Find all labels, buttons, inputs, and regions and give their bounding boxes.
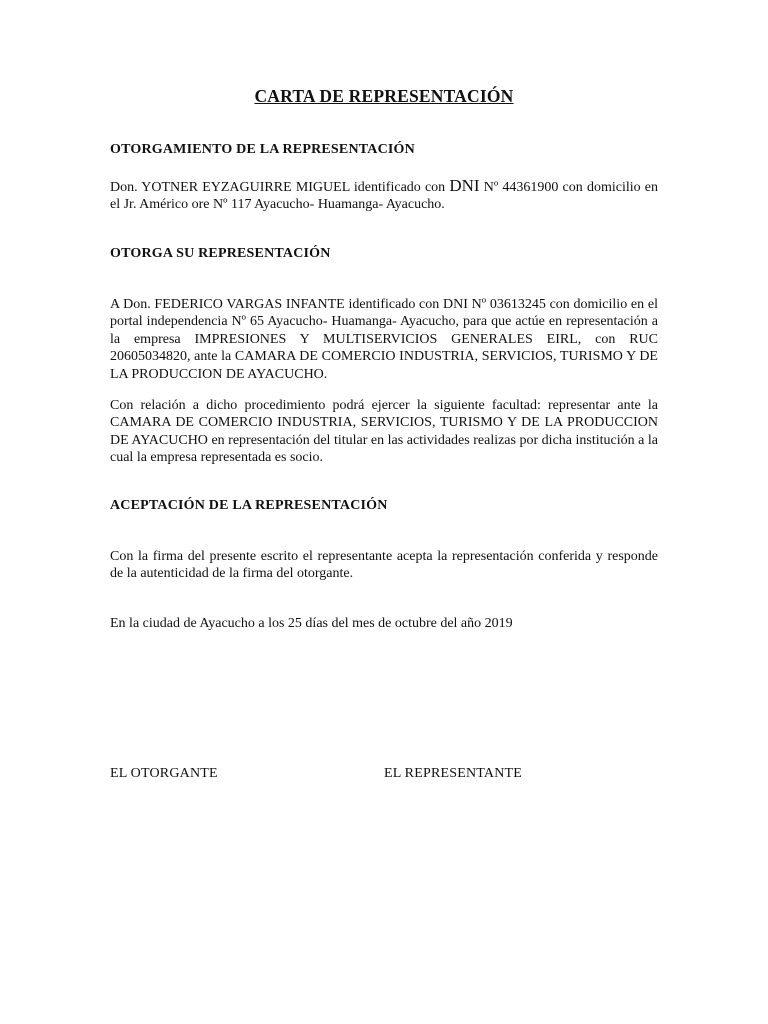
section-heading-otorga: OTORGA SU REPRESENTACIÓN — [110, 246, 331, 261]
paragraph-representante: A Don. FEDERICO VARGAS INFANTE identificado con DNI Nº 03613245 con domicilio en el portal independencia Nº 65 Ayacucho- Huamanga- Ayacucho, para que actúe en representación a la empresa IMPRESIONES Y MULTISERVICIOS GENERALES EIRL, con RUC 20605034820, ante la CAMARA DE COMERCIO INDUSTRIA, SERVICIOS, TURISMO Y DE LA PRODUCCION DE AYACUCHO. — [110, 297, 658, 382]
paragraph-otorgante-text-start: Don. YOTNER EYZAGUIRRE MIGUEL identificado con — [110, 180, 450, 195]
signature-label-representante: EL REPRESENTANTE — [384, 766, 523, 781]
signature-label-otorgante: EL OTORGANTE — [110, 766, 218, 781]
document-title: CARTA DE REPRESENTACIÓN — [254, 86, 514, 106]
section-heading-aceptacion: ACEPTACIÓN DE LA REPRESENTACIÓN — [110, 498, 388, 513]
paragraph-otorgante-text-end: Nº 44361900 con domicilio en el Jr. Américo ore Nº 117 Ayacucho- Huamanga- Ayacucho. — [110, 180, 658, 213]
dni-label: DNI — [449, 176, 480, 195]
section-heading-otorgamiento: OTORGAMIENTO DE LA REPRESENTACIÓN — [110, 142, 415, 157]
paragraph-aceptacion: Con la firma del presente escrito el representante acepta la representación conferida y responde de la autenticidad de la firma del otorgante. — [110, 549, 658, 582]
date-line: En la ciudad de Ayacucho a los 25 días del mes de octubre del año 2019 — [110, 616, 513, 631]
paragraph-otorgante — [110, 177, 658, 214]
paragraph-facultad: Con relación a dicho procedimiento podrá ejercer la siguiente facultad: representar ante la CAMARA DE COMERCIO INDUSTRIA, SERVICIOS, TURISMO Y DE LA PRODUCCION DE AYACUCHO en representación del titular en las actividades realizas por dicha institución a la cual la empresa representada es socio. — [110, 398, 658, 466]
